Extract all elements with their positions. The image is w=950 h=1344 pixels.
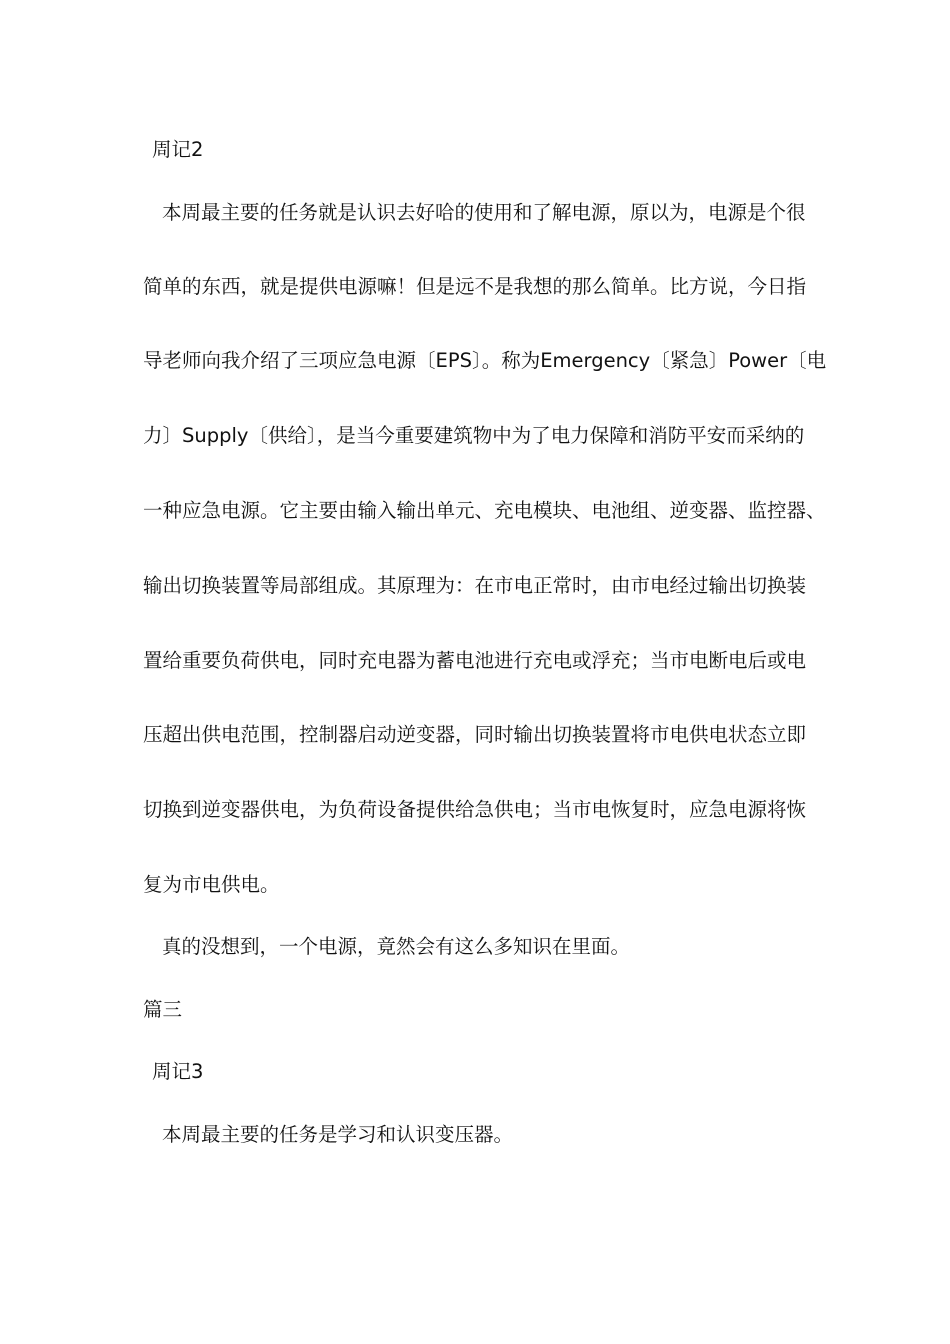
paragraph-line: 输出切换装置等局部组成。其原理为：在市电正常时，由市电经过输出切换装: [143, 574, 807, 597]
heading-week-2: 周记2: [152, 138, 204, 161]
paragraph-reflection: 真的没想到，一个电源，竟然会有这么多知识在里面。: [162, 935, 631, 958]
paragraph-line: 简单的东西，就是提供电源嘛！但是远不是我想的那么简单。比方说，今日指: [143, 275, 807, 298]
paragraph-line: 导老师向我介绍了三项应急电源〔EPS〕。称为Emergency〔紧急〕Power〔电: [143, 349, 827, 372]
paragraph-line: 切换到逆变器供电，为负荷设备提供给急供电；当市电恢复时，应急电源将恢: [143, 798, 807, 821]
paragraph-intro: 本周最主要的任务是学习和认识变压器。: [162, 1123, 514, 1146]
paragraph-line: 压超出供电范围，控制器启动逆变器，同时输出切换装置将市电供电状态立即: [143, 723, 807, 746]
heading-week-3: 周记3: [152, 1060, 204, 1083]
paragraph-line: 一种应急电源。它主要由输入输出单元、充电模块、电池组、逆变器、监控器、: [143, 499, 826, 522]
paragraph-line: 力〕Supply〔供给〕，是当今重要建筑物中为了电力保障和消防平安而采纳的: [143, 424, 805, 447]
paragraph-line: 置给重要负荷供电，同时充电器为蓄电池进行充电或浮充；当市电断电后或电: [143, 649, 807, 672]
paragraph-line: 复为市电供电。: [143, 873, 280, 896]
section-title: 篇三: [143, 998, 183, 1021]
paragraph-line: 本周最主要的任务就是认识去好哈的使用和了解电源，原以为，电源是个很: [162, 201, 806, 224]
